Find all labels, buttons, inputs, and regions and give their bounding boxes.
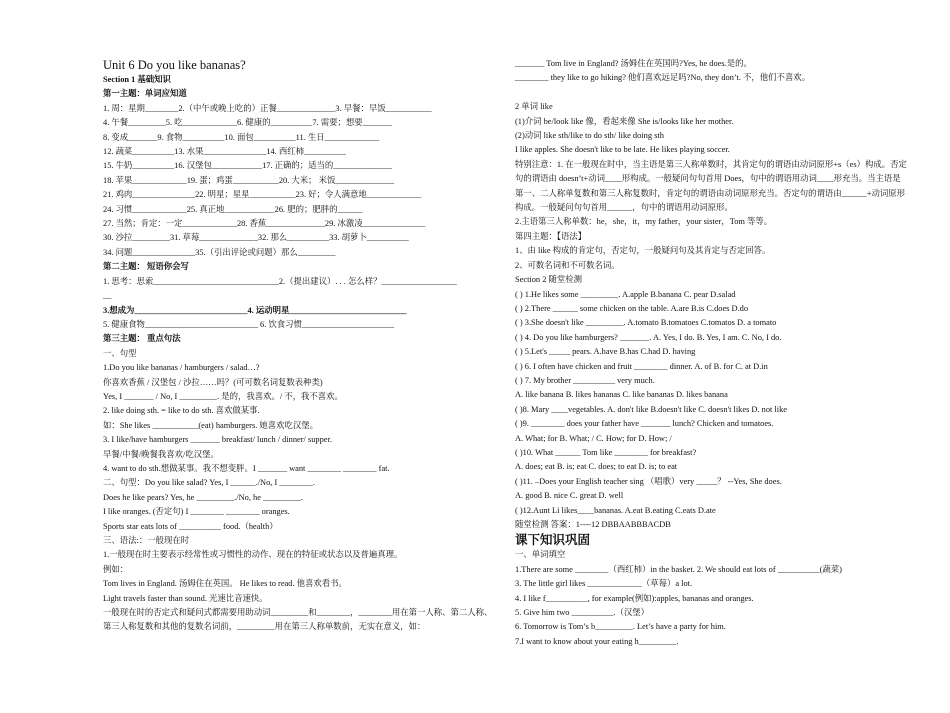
right-text-line: (2)动词 like sth/like to do sth/ like doing sth [515, 131, 664, 141]
right-text-line: ( ) 6. I often have chicken and fruit ________ dinner. A. of B. for C. at D.in [515, 361, 768, 371]
right-text-line: A. like banana B. likes bananas C. like bananas D. likes banana [515, 390, 728, 400]
right-text-line: (1)介词 be/look like 像，看起来像 She is/looks like her mother. [515, 116, 734, 126]
left-text-line: 早餐/中餐/晚餐我喜欢/吃汉堡。 [103, 449, 219, 459]
left-text-line: 一、句型 [103, 348, 137, 358]
left-text-line: 30. 沙拉_________31. 草莓______________32. 那么__________33. 胡萝卜__________ [103, 233, 409, 243]
left-text-line: 5. 健康食物___________________________ 6. 饮食习惯______________________ [103, 319, 395, 329]
left-text-line: Sports star eats lots of __________ food.（health） [103, 521, 278, 531]
left-text-line: 第二主题： 短语你会写 [103, 262, 189, 272]
right-text-line: 1.There are some ________（西红柿）in the basket. 2. We should eat lots of __________(蔬菜) [515, 564, 842, 574]
left-text-line: 4. 午餐_________5. 吃_____________6. 健康的__________7. 需要；想要_______ [103, 118, 392, 128]
right-text-line: I like apples. She doesn't like to be late. He likes playing soccer. [515, 145, 730, 155]
right-text-line: 2 单词 like [515, 102, 553, 112]
left-text-line: 34. 问题_______________35.（引出评论或问题）那么_________ [103, 247, 336, 257]
left-text-line: 21. 鸡肉_______________22. 明星；星星___________23. 好；令人满意地_____________ [103, 190, 422, 200]
right-text-line: 7.I want to know about your eating h_________. [515, 636, 679, 646]
right-text-line: A. What; for B. What; / C. How; for D. How; / [515, 433, 672, 443]
left-text-line: 24. 习惯_____________25. 真正地____________26. 肥的；肥胖的______ [103, 204, 363, 214]
left-text-line: 18. 苹果_____________19. 蛋；鸡蛋___________20. 大米； 米饭______________ [103, 175, 395, 185]
left-text-line: 第一主题：单词应知道 [103, 89, 187, 99]
right-text-line: 随堂检测 答案：1----12 DBBAABBBACDB [515, 520, 671, 529]
left-text-line: 1. 周：星期________2.（中午或晚上吃的）正餐______________3. 早餐：早饭___________ [103, 103, 432, 113]
right-text-line: ( )11. –Does your English teacher sing （唱歌）very _____？ --Yes, She does. [515, 476, 782, 486]
right-text-line: _______ Tom live in England? 汤姆住在英国吗?Yes, he does.是的。 [515, 59, 752, 68]
left-text-line: 1.Do you like bananas / hamburgers / salad…? [103, 363, 260, 373]
right-text-line: 2、可数名词和不可数名词。 [515, 260, 620, 270]
left-text-line: 2. like doing sth. = like to do sth. 喜欢做某事. [103, 406, 260, 416]
left-text-line: Section 1 基础知识 [103, 75, 171, 84]
left-text-line: 三、语法:：一般现在时 [103, 536, 190, 545]
right-text-line: Section 2 随堂检测 [515, 275, 582, 285]
unit-title: Unit 6 Do you like bananas? [103, 58, 246, 72]
left-text-line: 一般现在时的否定式和疑问式都需要用助动词_________和________，________用在第一人称、第二人称、第三人称复数和其他的复数名词前，_________用在第三人称单数前，无实在意义，如： [103, 608, 493, 632]
right-text-line: 1、由 like 构成的肯定句，否定句，一般疑问句及其肯定与否定回答。 [515, 246, 771, 256]
left-text-line: Tom lives in England. 汤姆住在英国。 He likes to read. 他喜欢看书。 [103, 579, 347, 589]
left-text-line: Yes, I _______ / No, I _________. 是的，我喜欢。/ 不，我不喜欢。 [103, 391, 343, 401]
left-text-line: 12. 蔬菜__________13. 水果_______________14. 西红柿__________ [103, 147, 346, 157]
right-text-line: 5. Give him two __________.（汉堡） [515, 608, 649, 618]
left-text-line: I like oranges. (否定句) I ________ ________ oranges. [103, 507, 290, 517]
right-text-line: 一、单词填空 [515, 550, 566, 560]
left-text-line: 如：She likes ___________(eat) hamburgers. 她喜欢吃汉堡。 [103, 420, 319, 430]
right-text-line: ________ they like to go hiking? 他们喜欢远足吗?No, they don’t. 不，他们不喜欢。 [515, 73, 811, 83]
right-lines [515, 57, 907, 649]
right-text-line: ( ) 5.Let's _____ pears. A.have B.has C.had D. having [515, 347, 696, 357]
left-text-line: 15. 牛奶__________16. 汉堡包____________17. 正确的；适当的______________ [103, 161, 392, 171]
right-text-line: ( ) 3.She doesn't like _________. A.tomato B.tomatoes C.tomatos D. a tomato [515, 318, 777, 328]
left-text-line: 8. 变成_______9. 食物__________10. 面包__________11. 生日_____________ [103, 132, 380, 142]
left-column [103, 0, 498, 635]
right-text-line: ( )12.Aunt Li likes____bananas. A.eat B.eating C.eats D.ate [515, 505, 716, 515]
left-text-line: Light travels faster than sound. 光速比音速快。 [103, 593, 268, 603]
right-text-line: A. good B. nice C. great D. well [515, 491, 624, 501]
left-text-line: 3.想成为___________________________4. 运动明星____________________________ [103, 305, 407, 315]
right-text-line: 3. The little girl likes _____________（草莓）a lot. [515, 579, 693, 589]
right-text-line: ( )8. Mary ____vegetables. A. don't like B.doesn't like C. doesn't likes D. not like [515, 404, 788, 414]
left-text-line: 第三主题： 重点句法 [103, 334, 181, 344]
right-text-line: ( ) 4. Do you like hamburgers? _______. A. Yes, I do. B. Yes, I am. C. No, I do. [515, 332, 782, 342]
right-text-line: A. does; eat B. is; eat C. does; to eat D. is; to eat [515, 462, 678, 472]
left-lines [103, 73, 498, 635]
right-text-line: ( ) 1.He likes some _________. A.apple B.banana C. pear D.salad [515, 289, 736, 299]
left-text-line: 3. I like/have hamburgers _______ breakfast/ lunch / dinner/ supper. [103, 435, 332, 445]
left-text-line: 1. 思考：思索______________________________2.（提出建议）. . . 怎么样？__________________ [103, 276, 457, 286]
right-text-line: 4. I like f__________, for example(例如):apples, bananas and oranges. [515, 593, 754, 603]
left-text-line: 例如： [103, 564, 129, 574]
right-text-line: ( )10. What ______ Tom like ________ for breakfast? [515, 447, 697, 457]
left-text-line: 4. want to do sth.想做某事。我不想变胖。I _______ want ________ ________ fat. [103, 463, 390, 473]
right-text-line: ( ) 7. My brother __________ very much. [515, 375, 655, 385]
right-column [515, 57, 907, 649]
left-text-line: 你喜欢香蕉 / 汉堡包 / 沙拉……吗？(可可数名词复数表种类) [103, 377, 323, 387]
right-text-line: 特别注意：1. 在一般现在时中，当主语是第三人称单数时，其肯定句的谓语由动词原形+s（es）构成。否定句的谓语由 doesn’t+动词____形构成。一般疑问句句首用 Does，句中的谓语用动词____形充当。当主语是第一、二人称单复数和第三人称复数时，肯定句的谓语由动词原形充当。否定句的谓语由______+动词原形构成。一般疑问句句首用______，句中的谓语用动词原形。 [515, 159, 907, 213]
right-text-line: ( ) 2.There ______ some chicken on the table. A.are B.is C.does D.do [515, 303, 749, 313]
left-text-line: 1.一般现在时主要表示经常性或习惯性的动作、现在的特征或状态以及普遍真理。 [103, 550, 403, 560]
right-text-line [515, 86, 907, 100]
right-text-line: 第四主题：【语法】 [515, 231, 587, 241]
right-text-line: 6. Tomorrow is Tom’s b_________. Let’s have a party for him. [515, 622, 726, 632]
right-text-line: 2.主语第三人称单数：he，she，it，my father，your sister，Tom 等等。 [515, 217, 773, 227]
left-text-line: Does he like pears? Yes, he _________./No, he _________. [103, 492, 303, 502]
right-text-line: ( )9. ________ does your father have _______ lunch? Chicken and tomatoes. [515, 419, 774, 429]
left-text-line: 27. 当然；肯定：一定_____________28. 香蕉______________29. 冰激凌_______________ [103, 219, 426, 229]
left-text-line: __ [103, 291, 112, 301]
right-text-line: 课下知识巩固 [515, 533, 591, 548]
left-text-line: 二、句型：Do you like salad? Yes, I ______./No, I ________. [103, 478, 315, 488]
